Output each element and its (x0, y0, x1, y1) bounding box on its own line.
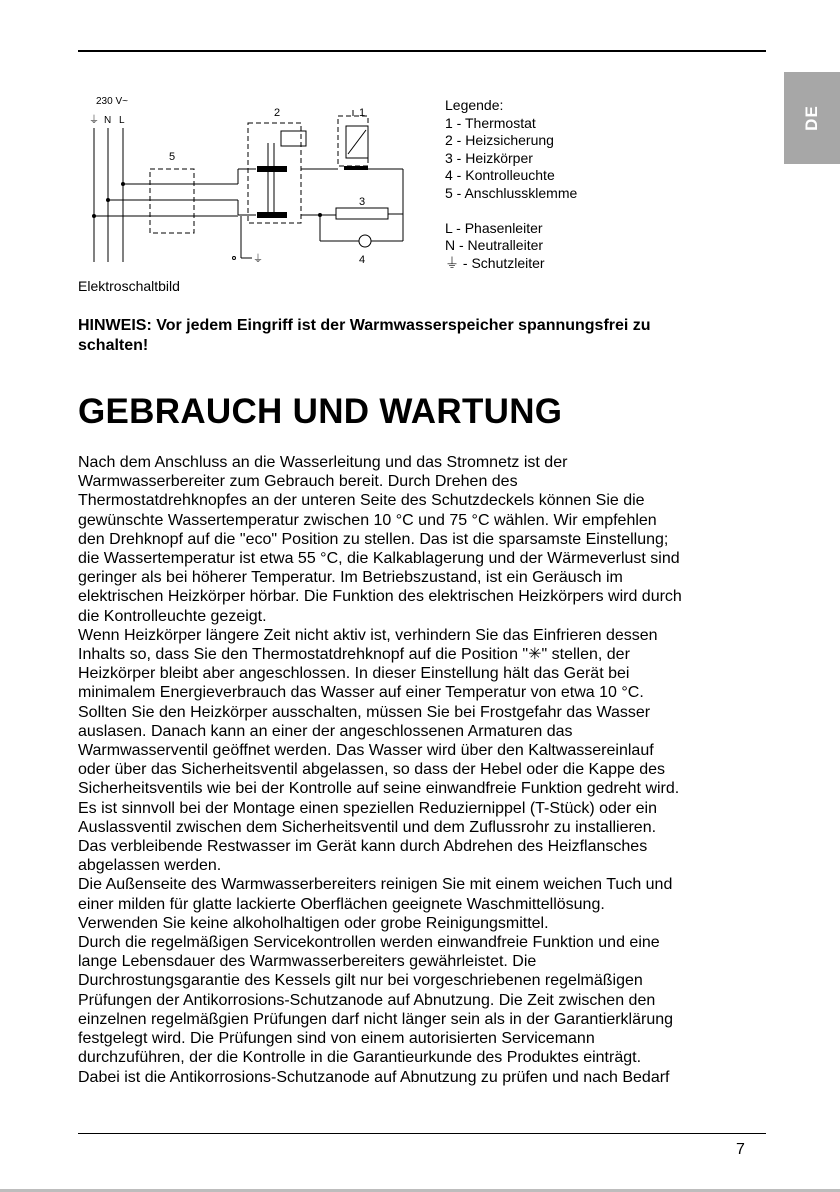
body-line: den Drehknopf auf die "eco" Position zu stellen. Das ist die sparsamste Einstellung; (78, 530, 669, 548)
voltage-label: 230 V~ (96, 96, 128, 107)
body-line: Warmwasserbereiter zum Gebrauch bereit. Durch Drehen des (78, 473, 518, 491)
body-line: Prüfungen der Antikorrosions-Schutzanode auf Abnutzung. Die Zeit zwischen den (78, 991, 656, 1009)
body-line: Thermostatdrehknopfes an der unteren Seite des Schutzdeckels können Sie die (78, 492, 645, 510)
legend-item: 5 - Anschlussklemme (445, 184, 578, 201)
legend-item: 3 - Heizkörper (445, 149, 533, 166)
body-line: Sollten Sie den Heizkörper ausschalten, müssen Sie bei Frostgefahr das Wasser (78, 703, 651, 721)
language-tab-label: DE (802, 105, 821, 131)
earth-terminal-symbol: ⏚ (253, 254, 263, 265)
body-line: Nach dem Anschluss an die Wasserleitung und das Stromnetz ist der (78, 454, 568, 471)
body-line: oder über das Sicherheitsventil abgelassen, so dass der Hebel oder die Kappe des (78, 761, 666, 779)
legend-item: 4 - Kontrolleuchte (445, 167, 555, 183)
heater-number: 3 (359, 196, 366, 208)
conductor-l-label: L (119, 115, 125, 126)
legend-conductor: N - Neutralleiter (445, 237, 544, 253)
body-text (78, 453, 762, 1087)
body-line: geringer als bei höherer Temperatur. Im Betriebszustand, ist ein Geräusch im (78, 569, 623, 587)
body-line: einzelnen regelmäßgien Prüfungen darf nicht länger sein als in der Garantierklärung (78, 1010, 674, 1028)
body-line: abgelassen werden. (78, 857, 222, 875)
thermostat-number: 1 (359, 107, 366, 119)
body-line: Sicherheitsventils wie bei der Kontrolle auf seine einwandfreie Funktion gedreht wird. (78, 780, 680, 798)
conductor-n-label: N (104, 115, 112, 126)
legend-conductor: L - Phasenleiter (445, 219, 543, 236)
footer-rule (78, 1133, 766, 1134)
wiring-diagram (76, 88, 426, 273)
body-line: Durch die regelmäßigen Servicekontrollen werden einwandfreie Funktion und eine (78, 934, 660, 952)
body-line: Dabei ist die Antikorrosions-Schutzanode auf Abnutzung zu prüfen und nach Bedarf (78, 1068, 670, 1086)
earth-symbol: ⏚ (89, 115, 99, 126)
diagram-caption: Elektroschaltbild (78, 278, 180, 294)
notice-line: HINWEIS: Vor jedem Eingriff ist der Warmwasserspeicher spannungsfrei zu (78, 317, 651, 334)
body-line: die Wassertemperatur ist etwa 55 °C, die Kalkablagerung und der Wärmeverlust sind (78, 550, 680, 568)
body-line: Warmwasserventil geöffnet werden. Das Wasser wird über den Kaltwassereinlauf (78, 742, 654, 760)
body-line: gewünschte Wassertemperatur zwischen 10 °C und 75 °C wählen. Wir empfehlen (78, 511, 657, 529)
terminal-block-number: 5 (169, 151, 176, 163)
notice-line: schalten! (78, 337, 149, 354)
legend-item: 2 - Heizsicherung (445, 132, 554, 148)
body-line: Verwenden Sie keine alkoholhaltigen oder grobe Reinigungsmittel. (78, 914, 549, 932)
language-tab (784, 72, 840, 164)
body-line: die Kontrolleuchte gezeigt. (78, 607, 267, 625)
body-line: Durchrostungsgarantie des Kessels gilt nur bei vorgeschriebenen regelmäßigen (78, 972, 643, 990)
safety-notice (78, 316, 758, 356)
body-line: festgelegt wird. Die Prüfungen sind von einem autorisierten Servicemann (78, 1030, 595, 1048)
body-line: Heizkörper bleibt aber angeschlossen. In dieser Einstellung hält das Gerät bei (78, 665, 630, 683)
body-line: Wenn Heizkörper längere Zeit nicht aktiv ist, verhindern Sie das Einfrieren dessen (78, 626, 658, 644)
body-line: durchzuführen, der die Kontrolle in die Garantieurkunde des Produktes einträgt. (78, 1049, 642, 1067)
body-line: elektrischen Heizkörper hörbar. Die Funktion des elektrischen Heizkörpers wird durch (78, 588, 682, 606)
body-line: Das verbleibende Restwasser im Gerät kann durch Abdrehen des Heizflansches (78, 838, 648, 856)
body-line: auslasen. Danach kann an einer der angeschlossenen Armaturen das (78, 722, 573, 740)
body-line: minimalem Energieverbrauch das Wasser auf einer Temperatur von etwa 10 °C. (78, 684, 644, 702)
legend-title: Legende: (445, 97, 504, 113)
heating-fuse-number: 2 (274, 107, 281, 119)
body-line: Inhalts so, dass Sie den Thermostatdrehknopf auf die Position "✳" stellen, der (78, 646, 630, 664)
body-line: lange Lebensdauer des Warmwasserbereiters gewährleistet. Die (78, 953, 537, 971)
body-line: Es ist sinnvoll bei der Montage einen speziellen Reduziernippel (T-Stück) oder ein (78, 799, 657, 817)
page-number: 7 (736, 1141, 745, 1158)
header-rule (78, 50, 766, 52)
legend-item: 1 - Thermostat (445, 114, 536, 131)
body-line: einer milden für glatte lackierte Oberflächen geeignete Waschmittellösung. (78, 895, 605, 913)
legend-conductor: ⏚ - Schutzleiter (445, 254, 545, 271)
section-heading: GEBRAUCH UND WARTUNG (78, 392, 563, 431)
diagram-legend (445, 97, 577, 272)
body-line: Die Außenseite des Warmwasserbereiters reinigen Sie mit einem weichen Tuch und (78, 876, 673, 894)
body-line: Auslassventil zwischen dem Sicherheitsventil und dem Zuflussrohr zu installieren. (78, 818, 657, 836)
lamp-number: 4 (359, 254, 366, 266)
